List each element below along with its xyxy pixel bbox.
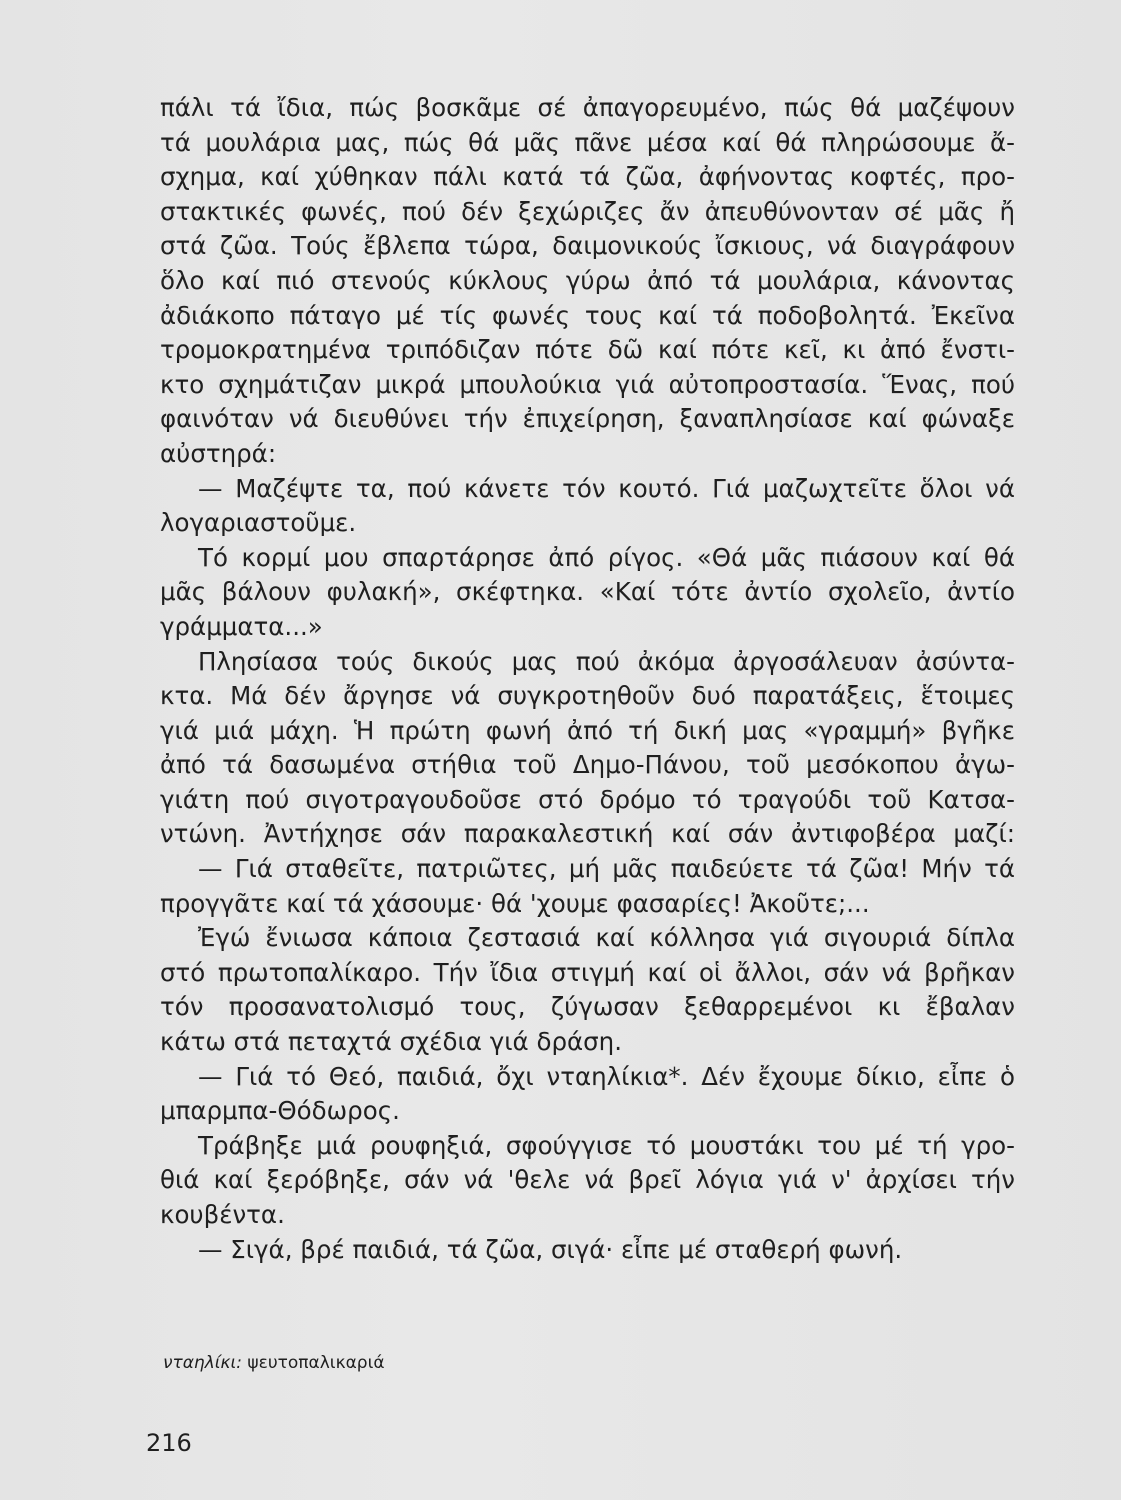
- footnote-definition: ψευτοπαλικαριά: [242, 1353, 385, 1373]
- text-line: Ἐγώ ἔνιωσα κάποια ζεστασιά καί κόλλησα γιά σιγουριά δίπλα: [198, 923, 1015, 953]
- text-line: κουβέντα.: [160, 1200, 285, 1229]
- text-line: λογαριαστοῦμε.: [160, 508, 357, 538]
- text-line: — Γιά τό Θεό, παιδιά, ὄχι νταηλίκια*. Δέν ἔχουμε δίκιο, εἶπε ὁ: [198, 1061, 1015, 1091]
- text-line: στά ζῶα. Τούς ἔβλεπα τώρα, δαιμονικούς ἴσκιους, νά διαγράφουν: [160, 231, 1015, 261]
- text-line: — Μαζέψτε τα, πού κάνετε τόν κουτό. Γιά μαζωχτεῖτε ὅλοι νά: [198, 473, 1015, 503]
- text-line: κτα. Μά δέν ἄργησε νά συγκροτηθοῦν δυό παρατάξεις, ἕτοιμες: [160, 681, 1015, 711]
- text-line: μᾶς βάλουν φυλακή», σκέφτηκα. «Καί τότε ἀντίο σχολεῖο, ἀντίο: [160, 577, 1015, 607]
- text-line: Πλησίασα τούς δικούς μας πού ἀκόμα ἀργοσάλευαν ἀσύντα-: [198, 646, 1015, 676]
- text-line: Τό κορμί μου σπαρτάρησε ἀπό ρίγος. «Θά μᾶς πιάσουν καί θά: [198, 542, 1015, 572]
- text-line: πάλι τά ἴδια, πώς βοσκᾶμε σέ ἀπαγορευμένο, πώς θά μαζέψουν: [160, 93, 1015, 122]
- text-line: γιάτη πού σιγοτραγουδοῦσε στό δρόμο τό τραγούδι τοῦ Κατσα-: [160, 784, 1015, 814]
- text-line: κτο σχημάτιζαν μικρά μπουλούκια γιά αὐτοπροστασία. Ἕνας, πού: [160, 369, 1015, 399]
- footnote: [163, 1352, 385, 1374]
- text-line: προγγᾶτε καί τά χάσουμε· θά 'χουμε φασαρίες! Ἀκοῦτε;...: [160, 888, 870, 918]
- text-line: γράμματα...»: [160, 611, 323, 641]
- text-line: μπαρμπα-Θόδωρος.: [160, 1096, 400, 1126]
- text-line: φαινόταν νά διευθύνει τήν ἐπιχείρηση, ξαναπλησίασε καί φώναξε: [160, 404, 1015, 434]
- text-line: ὅλο καί πιό στενούς κύκλους γύρω ἀπό τά μουλάρια, κάνοντας: [160, 265, 1015, 295]
- text-line: — Σιγά, βρέ παιδιά, τά ζῶα, σιγά· εἶπε μέ σταθερή φωνή.: [198, 1234, 903, 1264]
- text-line: τόν προσανατολισμό τους, ζύγωσαν ξεθαρρεμένοι κι ἔβαλαν: [160, 992, 1015, 1022]
- text-line: γιά μιά μάχη. Ἡ πρώτη φωνή ἀπό τή δική μας «γραμμή» βγῆκε: [160, 715, 1015, 745]
- footnote-term: νταηλίκι:: [163, 1353, 243, 1373]
- text-line: ντώνη. Ἀντήχησε σάν παρακαλεστική καί σάν ἀντιφοβέρα μαζί:: [160, 819, 1015, 849]
- text-line: σχημα, καί χύθηκαν πάλι κατά τά ζῶα, ἀφήνοντας κοφτές, προ-: [160, 162, 1015, 192]
- text-line: τρομοκρατημένα τριπόδιζαν πότε δῶ καί πότε κεῖ, κι ἀπό ἔνστι-: [160, 335, 1015, 365]
- text-line: ἀπό τά δασωμένα στήθια τοῦ Δημο-Πάνου, τοῦ μεσόκοπου ἀγω-: [160, 750, 1015, 780]
- text-line: θιά καί ξερόβηξε, σάν νά 'θελε νά βρεῖ λόγια γιά ν' ἀρχίσει τήν: [160, 1165, 1015, 1195]
- text-line: — Γιά σταθεῖτε, πατριῶτες, μή μᾶς παιδεύετε τά ζῶα! Μήν τά: [198, 854, 1015, 884]
- text-line: στό πρωτοπαλίκαρο. Τήν ἴδια στιγμή καί οἱ ἄλλοι, σάν νά βρῆκαν: [160, 957, 1015, 987]
- text-line: αὐστηρά:: [160, 438, 277, 468]
- text-line: κάτω στά πεταχτά σχέδια γιά δράση.: [160, 1027, 622, 1057]
- body-text: [160, 91, 1015, 1267]
- text-line: τά μουλάρια μας, πώς θά μᾶς πᾶνε μέσα καί θά πληρώσουμε ἄ-: [160, 127, 1015, 157]
- text-line: στακτικές φωνές, πού δέν ξεχώριζες ἄν ἀπευθύνονταν σέ μᾶς ἤ: [160, 196, 1015, 226]
- text-line: Τράβηξε μιά ρουφηξιά, σφούγγισε τό μουστάκι του μέ τή γρο-: [198, 1130, 1015, 1160]
- text-line: ἀδιάκοπο πάταγο μέ τίς φωνές τους καί τά ποδοβολητά. Ἐκεῖνα: [160, 300, 1015, 330]
- page-number: 216: [146, 1429, 192, 1457]
